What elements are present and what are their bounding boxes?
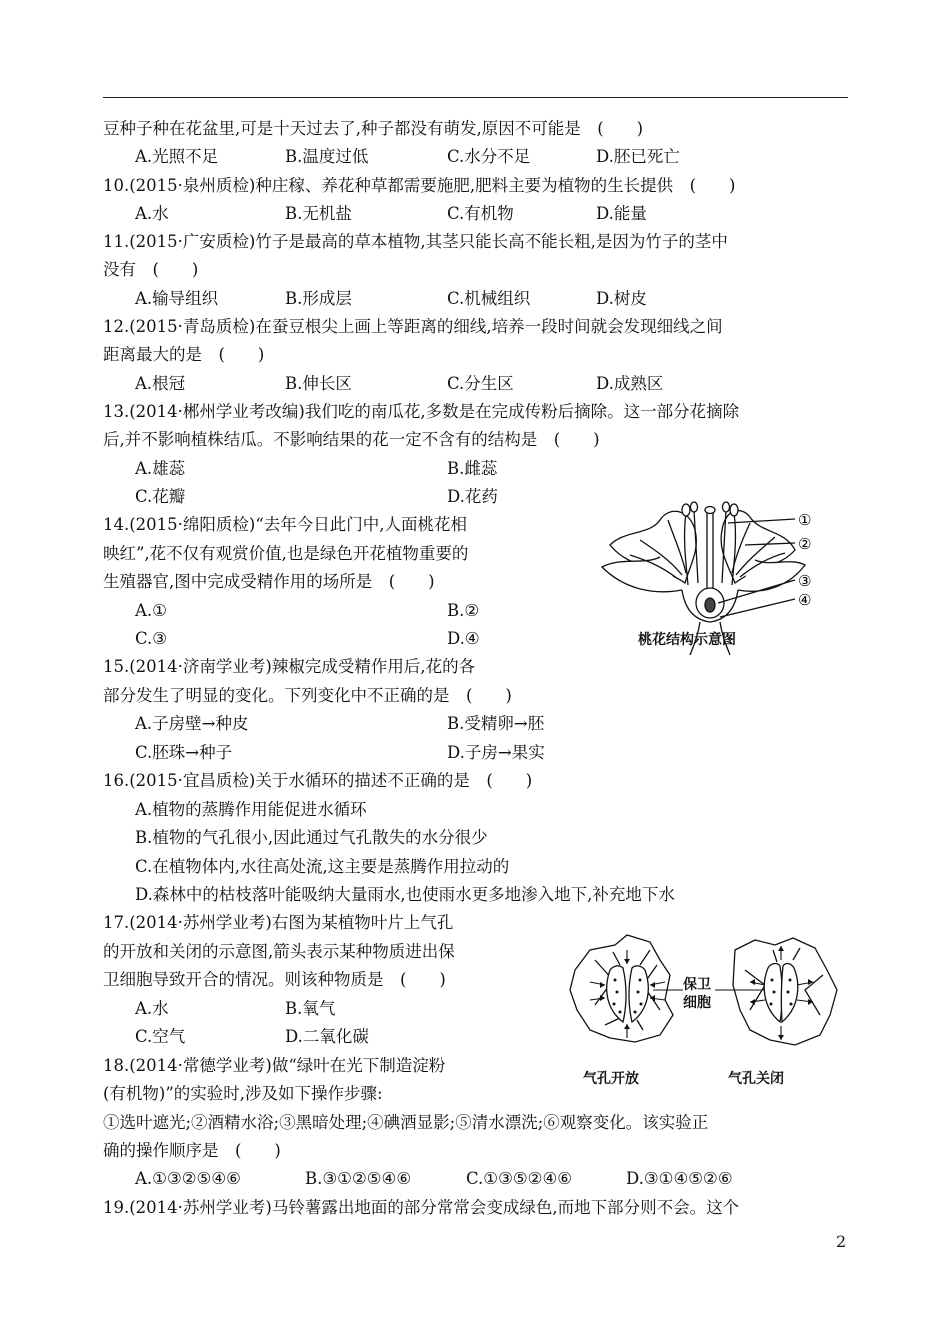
q17-option-c: C.空气 <box>135 1027 186 1046</box>
q9-option-a: A.光照不足 <box>135 147 219 166</box>
q11-option-b: B.形成层 <box>285 289 352 308</box>
q12-line2: 距离最大的是 ( ) <box>103 345 265 364</box>
q17-option-b: B.氧气 <box>285 999 336 1018</box>
q12-line1: 12.(2015·青岛质检)在蚕豆根尖上画上等距离的细线,培养一段时间就会发现细线之间 <box>103 317 723 336</box>
q18-line3: ①选叶遮光;②酒精水浴;③黑暗处理;④碘酒显影;⑤清水漂洗;⑥观察变化。该实验正 <box>103 1113 709 1132</box>
q17-line1: 17.(2014·苏州学业考)右图为某植物叶片上气孔 <box>103 913 454 932</box>
stoma-closed-caption: 气孔关闭 <box>728 1071 784 1087</box>
q9-option-b: B.温度过低 <box>285 147 369 166</box>
q17-line2: 的开放和关闭的示意图,箭头表示某种物质进出保 <box>103 942 455 961</box>
q12-option-d: D.成熟区 <box>596 374 664 393</box>
page-number: 2 <box>836 1232 847 1251</box>
header-rule <box>103 97 848 98</box>
q14-option-c: C.③ <box>135 629 168 648</box>
q16-option-b: B.植物的气孔很小,因此通过气孔散失的水分很少 <box>135 828 488 847</box>
q18-option-b: B.③①②⑤④⑥ <box>305 1169 412 1188</box>
q13-option-b: B.雌蕊 <box>447 459 498 478</box>
q12-option-c: C.分生区 <box>447 374 514 393</box>
q18-option-c: C.①③⑤②④⑥ <box>466 1169 573 1188</box>
flower-figure-caption: 桃花结构示意图 <box>638 632 736 648</box>
q11-option-c: C.机械组织 <box>447 289 531 308</box>
stoma-open-caption: 气孔开放 <box>583 1071 639 1087</box>
q16-option-c: C.在植物体内,水往高处流,这主要是蒸腾作用拉动的 <box>135 857 510 876</box>
q17-option-d: D.二氧化碳 <box>285 1027 369 1046</box>
q14-line1: 14.(2015·绵阳质检)“去年今日此门中,人面桃花相 <box>103 515 468 534</box>
flower-label-4: ④ <box>798 591 812 609</box>
q14-option-b: B.② <box>447 601 480 620</box>
q11-option-d: D.树皮 <box>596 289 647 308</box>
q10-option-a: A.水 <box>135 204 169 223</box>
q15-option-b: B.受精卵→胚 <box>447 714 545 733</box>
q14-line2: 映红”,花不仅有观赏价值,也是绿色开花植物重要的 <box>103 544 469 563</box>
q15-option-c: C.胚珠→种子 <box>135 743 233 762</box>
q16-option-d: D.森林中的枯枝落叶能吸纳大量雨水,也使雨水更多地渗入地下,补充地下水 <box>135 885 675 904</box>
q14-line3: 生殖器官,图中完成受精作用的场所是 ( ) <box>103 572 435 591</box>
q14-option-d: D.④ <box>447 629 480 648</box>
q16-line1: 16.(2015·宜昌质检)关于水循环的描述不正确的是 ( ) <box>103 771 533 790</box>
q9-option-c: C.水分不足 <box>447 147 531 166</box>
q15-option-d: D.子房→果实 <box>447 743 545 762</box>
q10-option-c: C.有机物 <box>447 204 514 223</box>
flower-label-1: ① <box>798 511 812 529</box>
q15-option-a: A.子房壁→种皮 <box>135 714 249 733</box>
q13-line1: 13.(2014·郴州学业考改编)我们吃的南瓜花,多数是在完成传粉后摘除。这一部分花摘除 <box>103 402 740 421</box>
q11-option-a: A.输导组织 <box>135 289 219 308</box>
q12-option-b: B.伸长区 <box>285 374 352 393</box>
q15-line2: 部分发生了明显的变化。下列变化中不正确的是 ( ) <box>103 686 512 705</box>
q18-line2: (有机物)”的实验时,涉及如下操作步骤: <box>103 1084 383 1103</box>
q9-option-d: D.胚已死亡 <box>596 147 680 166</box>
q18-option-a: A.①③②⑤④⑥ <box>135 1169 241 1188</box>
q13-option-c: C.花瓣 <box>135 487 186 506</box>
q10-option-d: D.能量 <box>596 204 647 223</box>
q12-option-a: A.根冠 <box>135 374 186 393</box>
q16-option-a: A.植物的蒸腾作用能促进水循环 <box>135 800 367 819</box>
q10-text: 10.(2015·泉州质检)种庄稼、养花种草都需要施肥,肥料主要为植物的生长提供 ( ) <box>103 176 736 195</box>
q19-line1: 19.(2014·苏州学业考)马铃薯露出地面的部分常常会变成绿色,而地下部分则不会。这个 <box>103 1198 740 1217</box>
q18-line1: 18.(2014·常德学业考)做“绿叶在光下制造淀粉 <box>103 1056 446 1075</box>
guard-cell-label-top: 保卫 <box>683 977 711 993</box>
q17-line3: 卫细胞导致开合的情况。则该种物质是 ( ) <box>103 970 446 989</box>
q18-option-d: D.③①④⑤②⑥ <box>626 1169 733 1188</box>
q9-text: 豆种子种在花盆里,可是十天过去了,种子都没有萌发,原因不可能是 ( ) <box>103 119 644 138</box>
q15-line1: 15.(2014·济南学业考)辣椒完成受精作用后,花的各 <box>103 657 476 676</box>
flower-label-2: ② <box>798 535 812 553</box>
q13-option-d: D.花药 <box>447 487 498 506</box>
guard-cell-label-bottom: 细胞 <box>683 995 711 1011</box>
q13-option-a: A.雄蕊 <box>135 459 186 478</box>
q13-line2: 后,并不影响植株结瓜。不影响结果的花一定不含有的结构是 ( ) <box>103 430 600 449</box>
q14-option-a: A.① <box>135 601 167 620</box>
flower-label-3: ③ <box>798 572 812 590</box>
q11-line2: 没有 ( ) <box>103 260 199 279</box>
q10-option-b: B.无机盐 <box>285 204 352 223</box>
q18-line4: 确的操作顺序是 ( ) <box>103 1141 281 1160</box>
q17-option-a: A.水 <box>135 999 169 1018</box>
q11-line1: 11.(2015·广安质检)竹子是最高的草本植物,其茎只能长高不能长粗,是因为竹子的茎中 <box>103 232 728 251</box>
